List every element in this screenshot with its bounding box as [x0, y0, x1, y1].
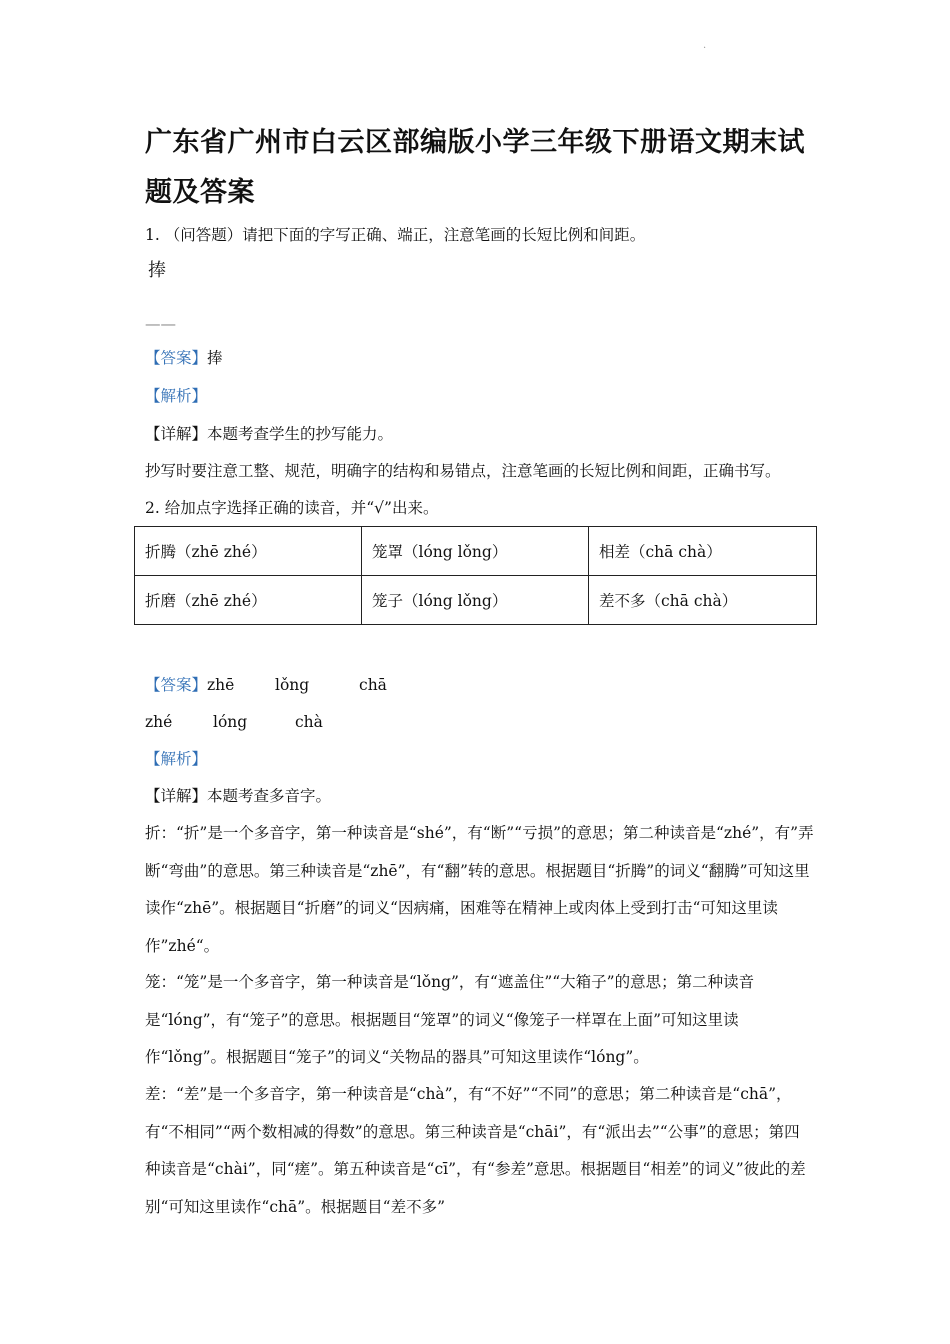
- q1-detail: 【详解】本题考查学生的抄写能力。: [145, 425, 394, 443]
- answer-text: zhé: [145, 713, 173, 731]
- table-row: [135, 576, 817, 625]
- q2-table: [134, 526, 817, 625]
- answer-text: lóng: [213, 713, 248, 731]
- answer-text: lǒng: [275, 676, 310, 694]
- q2-answer-row1: [145, 675, 387, 695]
- q2-answer-row2: [145, 712, 323, 732]
- q2-prompt: 2. 给加点字选择正确的读音，并“√”出来。: [145, 499, 439, 517]
- answer-text: 捧: [207, 349, 223, 367]
- table-cell: 折腾（zhē zhé）: [135, 527, 362, 576]
- q2-para-long: 笼：“笼”是一个多音字，第一种读音是“lǒng”，有“遮盖住”“大箱子”的意思；第二种读音是“lóng”，有“笼子”的意思。根据题目“笼罩”的词义“像笼子一样罩在上面”可知这里读作“lǒng”。根据题目“笼子”的词义“关物品的器具”可知这里读作“lóng”。: [145, 973, 755, 1066]
- table-cell: 差不多（chā chà）: [589, 576, 817, 625]
- header-dot: .: [703, 40, 707, 51]
- q1-explain: 抄写时要注意工整、规范，明确字的结构和易错点，注意笔画的长短比例和间距，正确书写。: [145, 462, 781, 480]
- q2-analysis-label: 【解析】: [145, 750, 208, 768]
- answer-label: 【答案】: [145, 676, 208, 694]
- table-cell: 折磨（zhē zhé）: [135, 576, 362, 625]
- table-cell: 笼罩（lóng lǒng）: [362, 527, 589, 576]
- table-cell: 笼子（lóng lǒng）: [362, 576, 589, 625]
- q1-prompt: 1. （问答题）请把下面的字写正确、端正，注意笔画的长短比例和间距。: [145, 226, 646, 244]
- table-row: [135, 527, 817, 576]
- q1-analysis-label: 【解析】: [145, 387, 208, 405]
- q1-char: 捧: [148, 260, 166, 281]
- answer-label: 【答案】: [145, 349, 208, 367]
- answer-text: zhē: [207, 676, 235, 694]
- q2-detail: 【详解】本题考查多音字。: [145, 787, 332, 805]
- document-title: 广东省广州市白云区部编版小学三年级下册语文期末试题及答案: [145, 127, 805, 208]
- q1-answer: [145, 348, 223, 368]
- q1-blank: ——: [145, 315, 176, 333]
- q2-para-zhe: 折：“折”是一个多音字，第一种读音是“shé”，有“断”“亏损”的意思；第二种读音是“zhé”，有”弄断“弯曲”的意思。第三种读音是“zhē”，有“翻”转的意思。根据题目“折腾”的词义“翻腾”可知这里读作“zhē”。根据题目“折磨”的词义“因病痛，困难等在精神上或肉体上受到打击“可知这里读作”zhé“。: [145, 824, 814, 955]
- answer-text: chā: [359, 676, 387, 694]
- table-cell: 相差（chā chà）: [589, 527, 817, 576]
- q2-para-cha: 差：“差”是一个多音字，第一种读音是“chà”，有“不好”“不同”的意思；第二种读音是“chā”，有“不相同”“两个数相减的得数”的意思。第三种读音是“chāi”，有“派出去”“公事”的意思；第四种读音是“chài”，同“瘥”。第五种读音是“cī”，有“参差”意思。根据题目“相差”的词义”彼此的差别“可知这里读作“chā”。根据题目“差不多”: [145, 1085, 806, 1216]
- answer-text: chà: [295, 713, 323, 731]
